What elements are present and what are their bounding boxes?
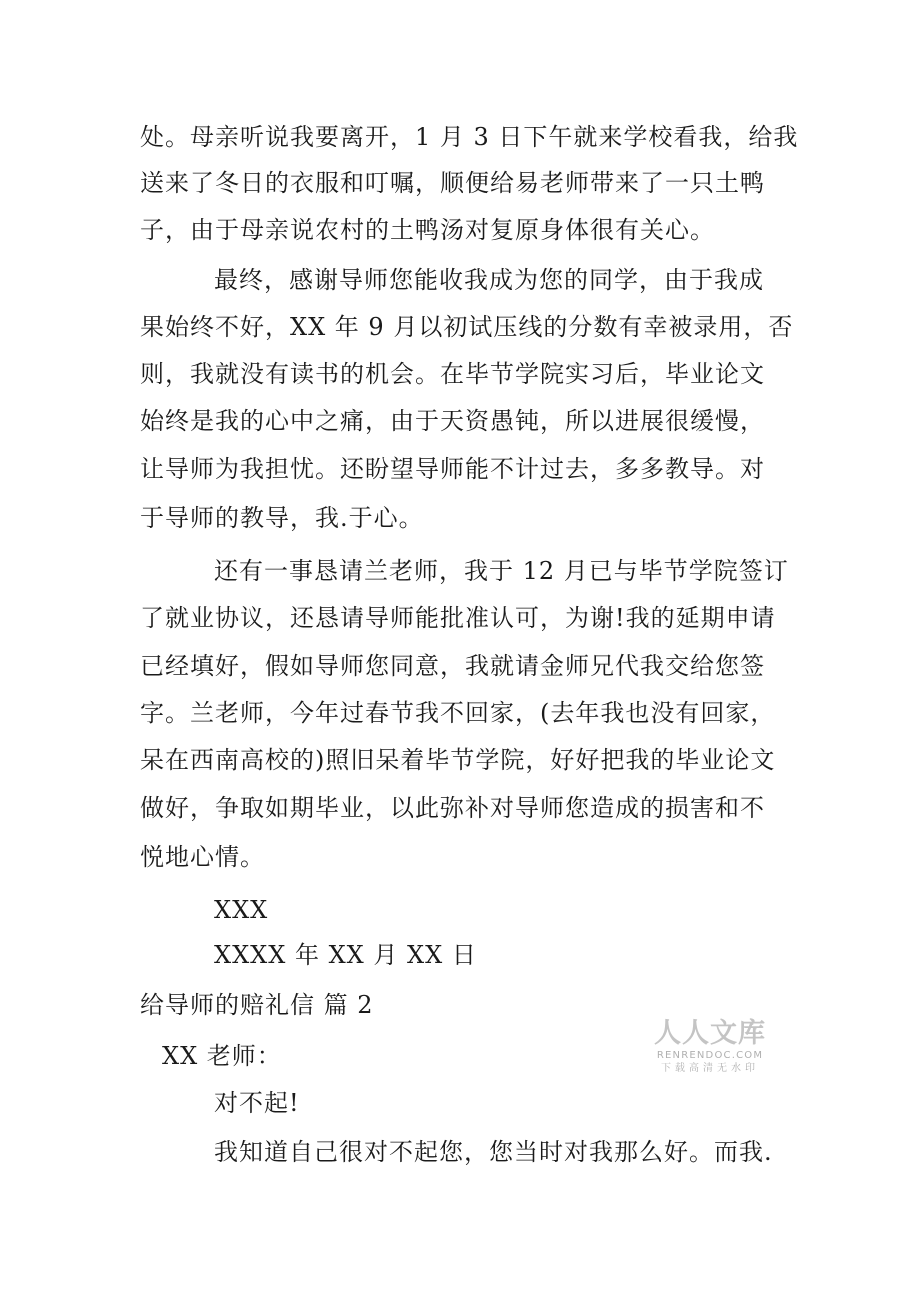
salutation: XX 老师： — [162, 1042, 282, 1070]
paragraph-line-4: 最终，感谢导师您能收我成为您的同学，由于我成 — [214, 266, 764, 294]
watermark-logo — [648, 1018, 772, 1076]
apology-line: 对不起! — [214, 1089, 300, 1117]
paragraph-line-13: 字。兰老师，今年过春节我不回家，(去年我也没有回家， — [140, 699, 776, 727]
paragraph-line-15: 做好，争取如期毕业，以此弥补对导师您造成的损害和不 — [140, 794, 765, 822]
watermark-subtext: 下载高清无水印 — [661, 1063, 759, 1074]
paragraph-line-14: 呆在西南高校的)照旧呆着毕节学院，好好把我的毕业论文 — [140, 746, 776, 774]
watermark-url: RENRENDOC.COM — [656, 1050, 764, 1061]
paragraph-line-2: 送来了冬日的衣服和叮嘱，顺便给易老师带来了一只土鸭 — [140, 169, 765, 197]
paragraph-line-6: 则，我就没有读书的机会。在毕节学院实习后，毕业论文 — [140, 360, 765, 388]
paragraph-line-12: 已经填好，假如导师您同意，我就请金师兄代我交给您签 — [140, 652, 765, 680]
paragraph-line-5: 果始终不好，XX 年 9 月以初试压线的分数有幸被录用，否 — [140, 313, 794, 341]
paragraph-line-9: 于导师的教导，我.于心。 — [140, 504, 424, 532]
paragraph-line-16: 悦地心情。 — [140, 843, 265, 871]
watermark-main-text: 人人文库 — [654, 1018, 766, 1049]
section-heading: 给导师的赔礼信 篇 2 — [140, 991, 374, 1019]
paragraph-line-3: 子，由于母亲说农村的土鸭汤对复原身体很有关心。 — [140, 216, 715, 244]
paragraph-line-7: 始终是我的心中之痛，由于天资愚钝，所以进展很缓慢， — [140, 407, 765, 435]
paragraph-line-8: 让导师为我担忧。还盼望导师能不计过去，多多教导。对 — [140, 455, 765, 483]
signature-name: XXX — [214, 896, 269, 924]
paragraph-line-1: 处。母亲听说我要离开，1 月 3 日下午就来学校看我，给我 — [140, 123, 799, 151]
signature-date: XXXX 年 XX 月 XX 日 — [214, 941, 477, 969]
paragraph-line-11: 了就业协议，还恳请导师能批准认可，为谢!我的延期申请 — [140, 604, 776, 632]
paragraph-line-last: 我知道自己很对不起您，您当时对我那么好。而我. — [214, 1138, 773, 1166]
paragraph-line-10: 还有一事恳请兰老师，我于 12 月已与毕节学院签订 — [214, 557, 789, 585]
